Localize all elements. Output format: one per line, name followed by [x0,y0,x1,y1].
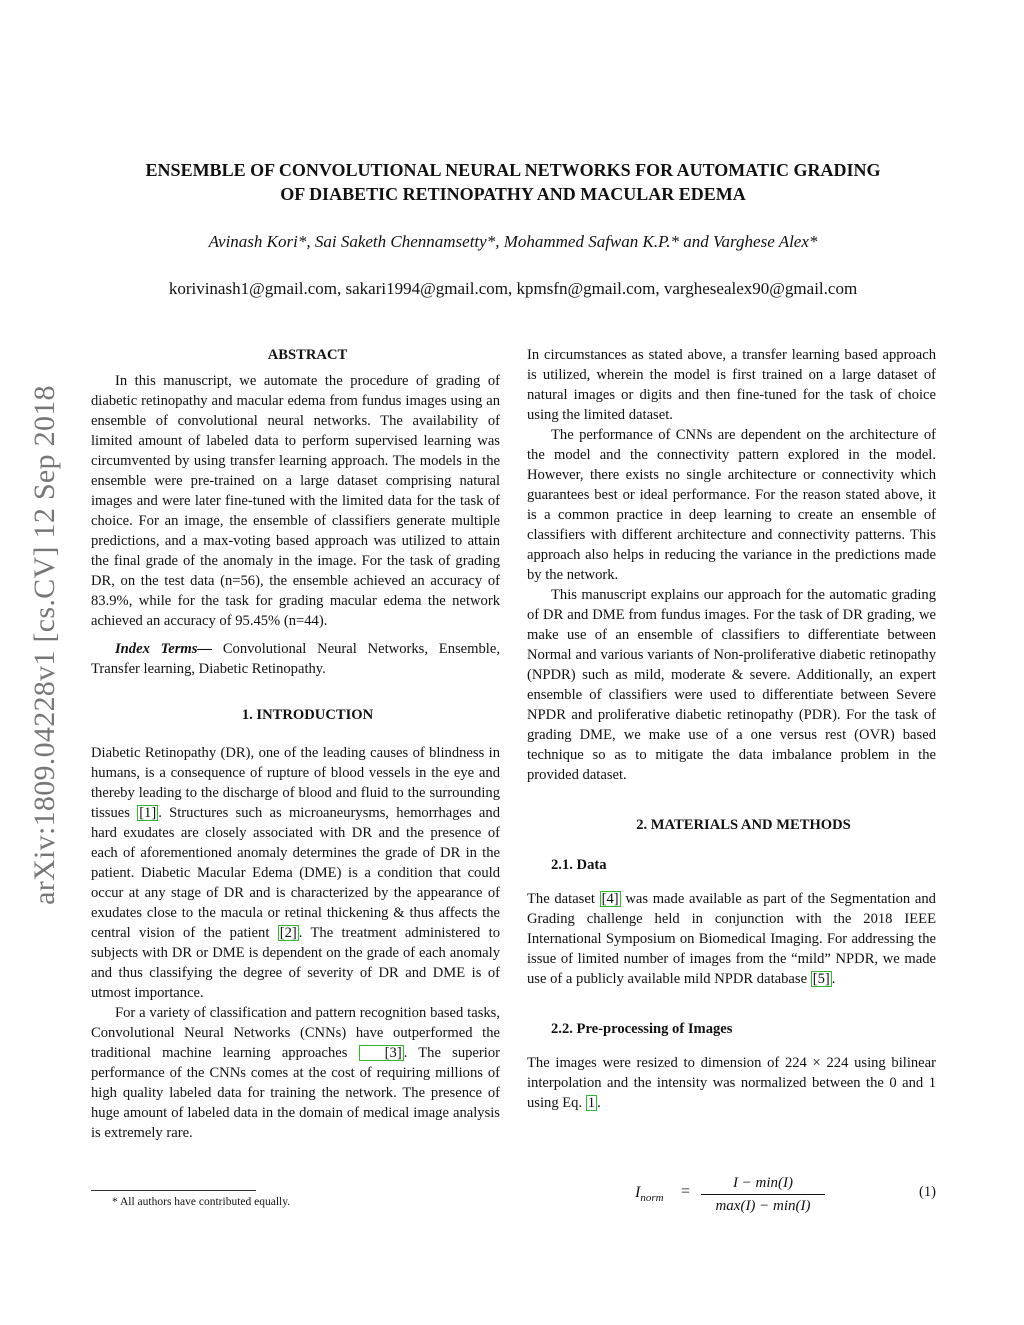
intro-paragraph-5: This manuscript explains our approach for the automatic grading of DR and DME from fundus images. For the task of DR grading, we make use of an ensemble of classifiers to differentiate between Normal and various variants of Non-proliferative diabetic retinopathy (NPDR) such as mild, moderate & severe. Additionally, an expert ensemble of classifiers were used to differentiate between Severe NPDR and proliferative diabetic retinopathy (PDR). For the task of grading DME, we make use of a one versus rest (OVR) based technique so as to mitigate the data imbalance problem in the provided dataset. [527,587,936,783]
index-terms-label: Index Terms— [115,641,213,657]
intro-paragraph-4: The performance of CNNs are dependent on the architecture of the model and the connectivity pattern explored in the model. However, there exists no single architecture or connectivity which guarantees best or ideal performance. For the reason stated above, it is a common practice in deep learning to create an ensemble of classifiers with different architecture and connectivity patterns. This approach also helps in reducing the variance in the predictions made by the network. [527,427,936,583]
author-list: Avinash Kori*, Sai Saketh Chennamsetty*, Mohammed Safwan K.P.* and Varghese Alex* [208,232,818,251]
intro-paragraph-1: Diabetic Retinopathy (DR), one of the leading causes of blindness in humans, is a consequence of rupture of blood vessels in the eye and thereby leading to the discharge of blood and fluid to the surrounding tissues [1] . Structures such as microaneurysms, hemorrhages and hard exudates are closely associated with DR and the presence of each of aforementioned anomaly determines the grade of DR in the patient. Diabetic Macular Edema (DME) is a condition that could occur at any stage of DR and is characterized by the appearance of exudates close to the macula or retinal thickening & thus affects the central vision of the patient [2] . The treatment administered to subjects with DR or DME is dependent on the grade of each anomaly and thus classifying the degree of severity of DR and DME is of utmost importance. [91,745,500,1001]
preprocessing-subheading: 2.2. Pre-processing of Images [551,1021,733,1037]
citation-link-3[interactable]: [3] [359,1045,404,1061]
citation-link-5[interactable]: [5] [812,971,830,987]
equation-lhs: $I_{norm}$ [635,1184,664,1205]
equation-1 [527,1172,936,1220]
left-column [91,345,500,1143]
footnote-rule [91,1190,256,1191]
introduction-heading: 1. INTRODUCTION [241,707,374,723]
citation-link-1[interactable]: [1] [139,805,157,821]
methods-heading: 2. MATERIALS AND METHODS [636,817,851,833]
equation-fraction [699,1172,827,1217]
equation-equals: = [681,1183,691,1200]
index-terms-list: Convolutional Neural Networks, Ensemble, Transfer learning, Diabetic Retinopathy. [91,641,500,677]
abstract-heading: ABSTRACT [267,347,348,363]
intro-paragraph-2: For a variety of classification and pattern recognition based tasks, Convolutional Neural Networks (CNNs) have outperformed the traditional machine learning approaches [3] . The superior performance of the CNNs comes at the cost of requiring millions of high quality labeled data for training the network. The presence of huge amount of labeled data in the domain of medical image analysis is extremely rare. [91,1005,500,1141]
abstract-text: In this manuscript, we automate the procedure of grading of diabetic retinopathy and macular edema from fundus images using an ensemble of convolutional neural networks. The availability of limited amount of labeled data to perform supervised learning was circumvented by using transfer learning approach. The models in the ensemble were pre-trained on a large dataset comprising natural images and were later fine-tuned with the limited data for the task of choice. For an image, the ensemble of classifiers generate multiple predictions, and a max-voting based approach was utilized to attain the final grade of the anomaly in the image. For the task of grading DR, on the test data (n=56), the ensemble achieved an accuracy of 83.9%, while for the task for grading macular edema the network achieved an accuracy of 95.45% (n=44). [91,373,500,629]
index-terms [91,639,500,679]
title-line-1: ENSEMBLE OF CONVOLUTIONAL NEURAL NETWORKS FOR AUTOMATIC GRADING [145,160,881,180]
author-emails: korivinash1@gmail.com, sakari1994@gmail.com, kpmsfn@gmail.com, varghesealex90@gmail.com [168,279,858,298]
data-paragraph: The dataset [4] was made available as part of the Segmentation and Grading challenge held in conjunction with the 2018 IEEE International Symposium on Biomedical Imaging. For addressing the issue of limited number of images from the “mild” NPDR, we made use of a publicly available mild NPDR database [5] . [527,891,936,987]
equation-denominator: max(I) − min(I) [715,1198,811,1214]
citation-link-2[interactable]: [2] [279,925,297,941]
equation-numerator: I − min(I) [732,1175,794,1191]
intro-paragraph-3: In circumstances as stated above, a transfer learning based approach is utilized, wherein the model is first trained on a large dataset of natural images or digits and then fine-tuned for the task of choice using the limited dataset. [527,347,936,423]
citation-link-4[interactable]: [4] [601,891,619,907]
title-line-2: OF DIABETIC RETINOPATHY AND MACULAR EDEMA [280,184,746,204]
data-subheading: 2.1. Data [551,857,607,873]
arxiv-sidebar-stamp [28,340,62,950]
paper-title [90,158,936,206]
footnote: * All authors have contributed equally. [112,1196,291,1208]
equation-link-1[interactable]: 1 [587,1095,596,1111]
equation-number: (1) [918,1184,936,1200]
arxiv-id: arXiv:1809.04228v1 [cs.CV] 12 Sep 2018 [28,385,61,905]
preprocessing-paragraph: The images were resized to dimension of 224 × 224 using bilinear interpolation and the intensity was normalized between the 0 and 1 using Eq. 1 . [527,1055,936,1111]
right-column [527,345,936,1113]
